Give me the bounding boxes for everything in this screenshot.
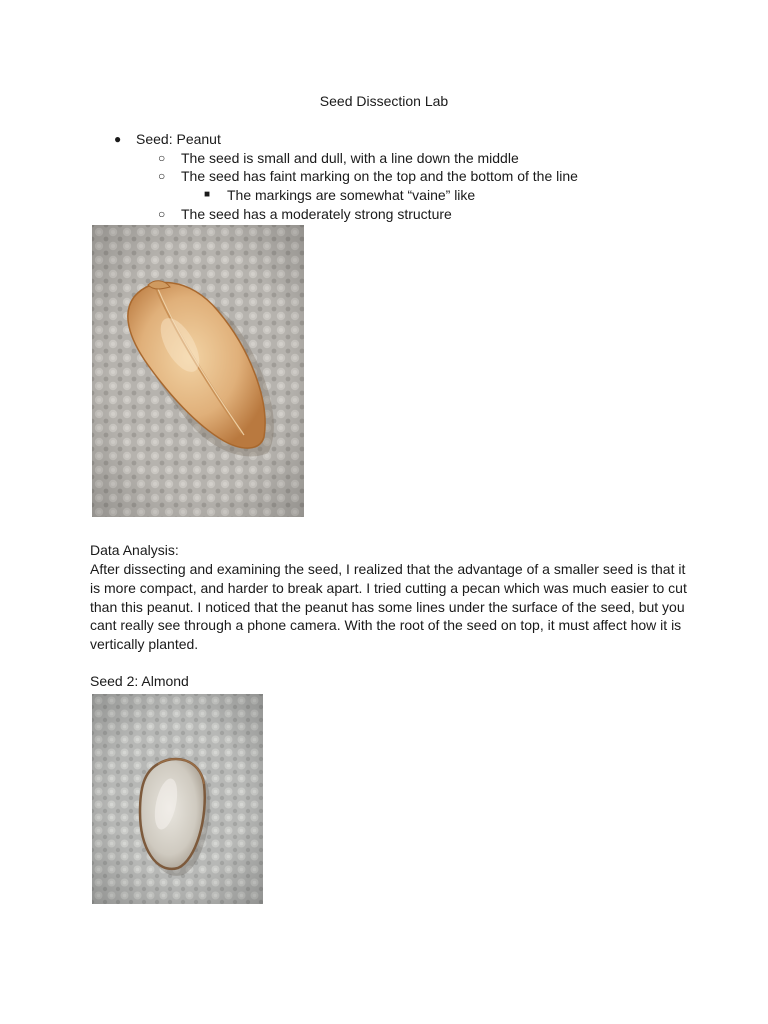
almond-photo (92, 694, 263, 904)
seed2-heading: Seed 2: Almond (90, 673, 189, 689)
list-item-seed-peanut: Seed: Peanut (136, 131, 221, 147)
list-subitem-faint-marking: The seed has faint marking on the top and the bottom of the line (181, 168, 578, 184)
list-subitem-small-dull: The seed is small and dull, with a line down the middle (181, 150, 519, 166)
peanut-photo (92, 225, 304, 517)
bullet-disc: ● (114, 132, 122, 146)
document-title: Seed Dissection Lab (319, 93, 449, 109)
bullet-circle: ○ (158, 151, 166, 165)
list-subitem-vaine: The markings are somewhat “vaine” like (227, 187, 476, 203)
bullet-circle: ○ (158, 207, 166, 221)
bullet-square: ■ (204, 189, 211, 200)
data-analysis-heading: Data Analysis: (90, 542, 179, 558)
list-subitem-strong-structure: The seed has a moderately strong structure (181, 206, 452, 222)
bullet-circle: ○ (158, 169, 166, 183)
data-analysis-body: After dissecting and examining the seed, I realized that the advantage of a smaller seed is that it is more compact, and harder to break apart. I tried cutting a pecan which was much easier to cut than this peanut. I noticed that the peanut has some lines under the surface of the seed, but you cant really see through a phone camera. With the root of the seed on top, it must affect how it is vertically planted. (90, 561, 687, 653)
